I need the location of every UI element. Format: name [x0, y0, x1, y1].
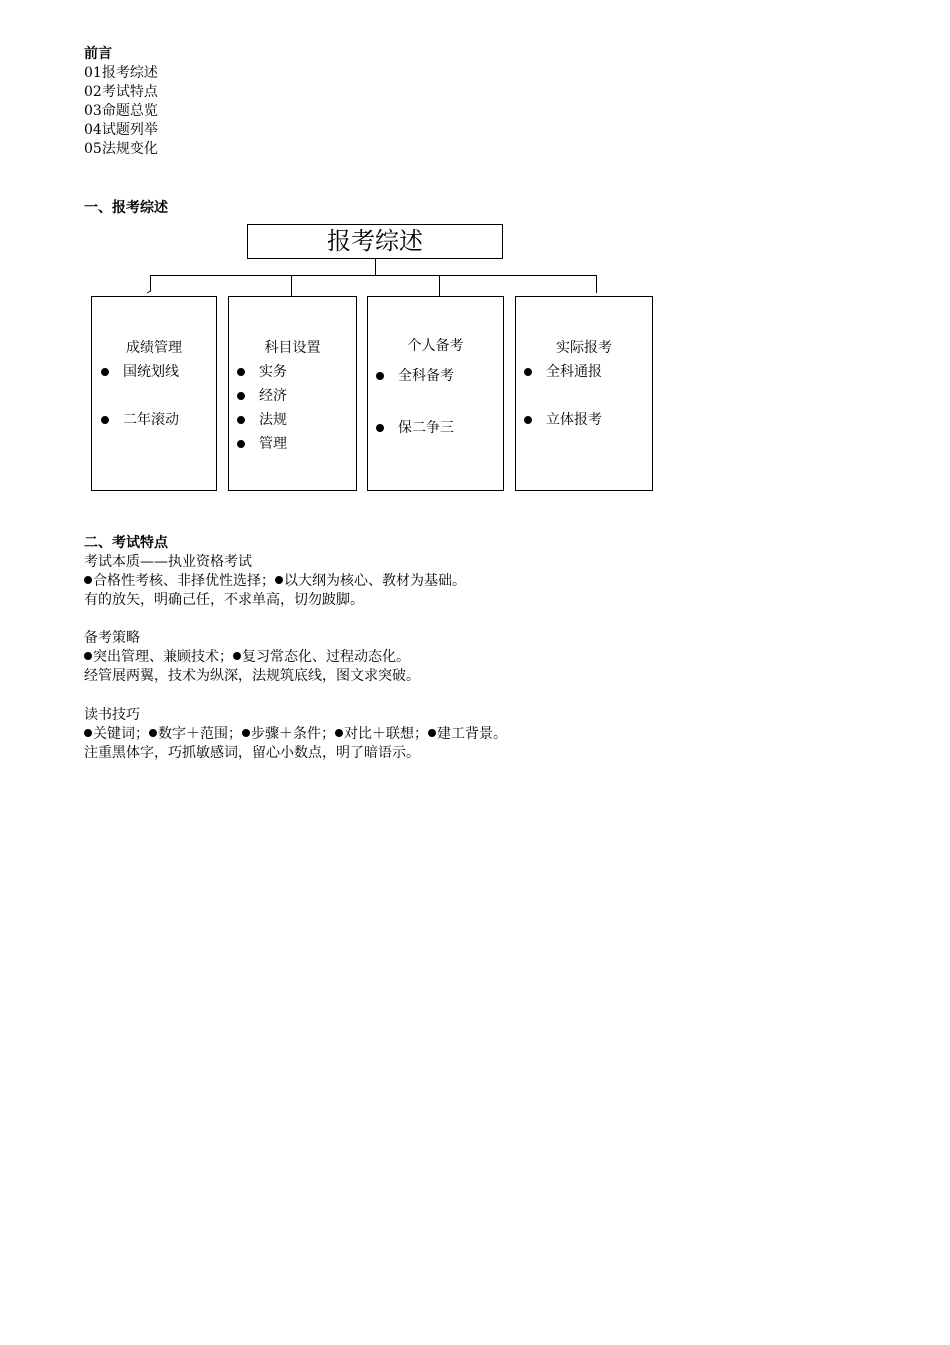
bullet-icon	[376, 424, 384, 432]
block-summary: 注重黑体字，巧抓敏感词，留心小数点，明了暗语示。	[84, 745, 420, 761]
section1-heading: 一、报考综述	[84, 200, 168, 216]
chart-box-personal-prep	[367, 296, 504, 491]
chart-box-item: 全科备考	[376, 365, 454, 385]
bullet-icon	[428, 729, 436, 737]
chart-box-subject-setup	[228, 296, 357, 491]
bullet-icon	[275, 576, 283, 584]
block-points: 合格性考核、非择优性选择； 以大纲为核心、教材为基础。	[84, 572, 466, 591]
chart-box-title: 个人备考	[407, 338, 464, 354]
chart-box-title: 科目设置	[264, 340, 321, 356]
chart-box-item: 经济	[237, 385, 287, 405]
bullet-icon	[101, 416, 109, 424]
chart-box-item: 保二争三	[376, 417, 454, 437]
bullet-icon	[242, 729, 250, 737]
bullet-icon	[149, 729, 157, 737]
chart-box-item: 立体报考	[524, 409, 602, 429]
chart-box-item: 实务	[237, 361, 287, 381]
chart-box-title: 实际报考	[556, 340, 612, 356]
bullet-icon	[237, 416, 245, 424]
chart-box-item: 全科通报	[524, 361, 602, 381]
bullet-icon	[376, 372, 384, 380]
bullet-icon	[233, 652, 241, 660]
block-title: 考试本质——执业资格考试	[84, 554, 252, 570]
chart-box-item: 二年滚动	[101, 409, 179, 429]
bullet-icon	[237, 392, 245, 400]
toc-item: 04试题列举	[84, 122, 158, 138]
chart-root-label: 报考综述	[327, 227, 423, 255]
chart-box-actual-registration	[515, 296, 653, 491]
chart-box-item: 法规	[237, 409, 287, 429]
block-summary: 有的放矢，明确己任，不求单高，切勿跛脚。	[84, 592, 364, 608]
block-title: 读书技巧	[84, 707, 140, 723]
chart-box-item: 管理	[237, 433, 287, 453]
bullet-icon	[524, 368, 532, 376]
block-points: 关键词； 数字＋范围； 步骤＋条件； 对比＋联想； 建工背景。	[84, 725, 507, 744]
table-of-contents	[84, 45, 158, 159]
bullet-icon	[101, 368, 109, 376]
bullet-icon	[84, 729, 92, 737]
section2-heading: 二、考试特点	[84, 535, 168, 551]
block-points: 突出管理、兼顾技术； 复习常态化、过程动态化。	[84, 648, 410, 667]
chart-box-item: 国统划线	[101, 361, 179, 381]
chart-root-box	[247, 224, 503, 259]
bullet-icon	[335, 729, 343, 737]
bullet-icon	[237, 440, 245, 448]
toc-item: 05法规变化	[84, 141, 158, 157]
chart-box-score-management	[91, 296, 217, 491]
connector-line	[147, 275, 151, 293]
chart-box-title: 成绩管理	[126, 340, 182, 356]
bullet-icon	[524, 416, 532, 424]
toc-item: 03命题总览	[84, 103, 158, 119]
bullet-icon	[84, 652, 92, 660]
block-summary: 经管展两翼，技术为纵深，法规筑底线，图文求突破。	[84, 668, 420, 684]
toc-title: 前言	[84, 46, 112, 62]
bullet-icon	[84, 576, 92, 584]
bullet-icon	[237, 368, 245, 376]
toc-item: 02考试特点	[84, 84, 158, 100]
block-title: 备考策略	[84, 630, 140, 646]
toc-item: 01报考综述	[84, 65, 158, 81]
